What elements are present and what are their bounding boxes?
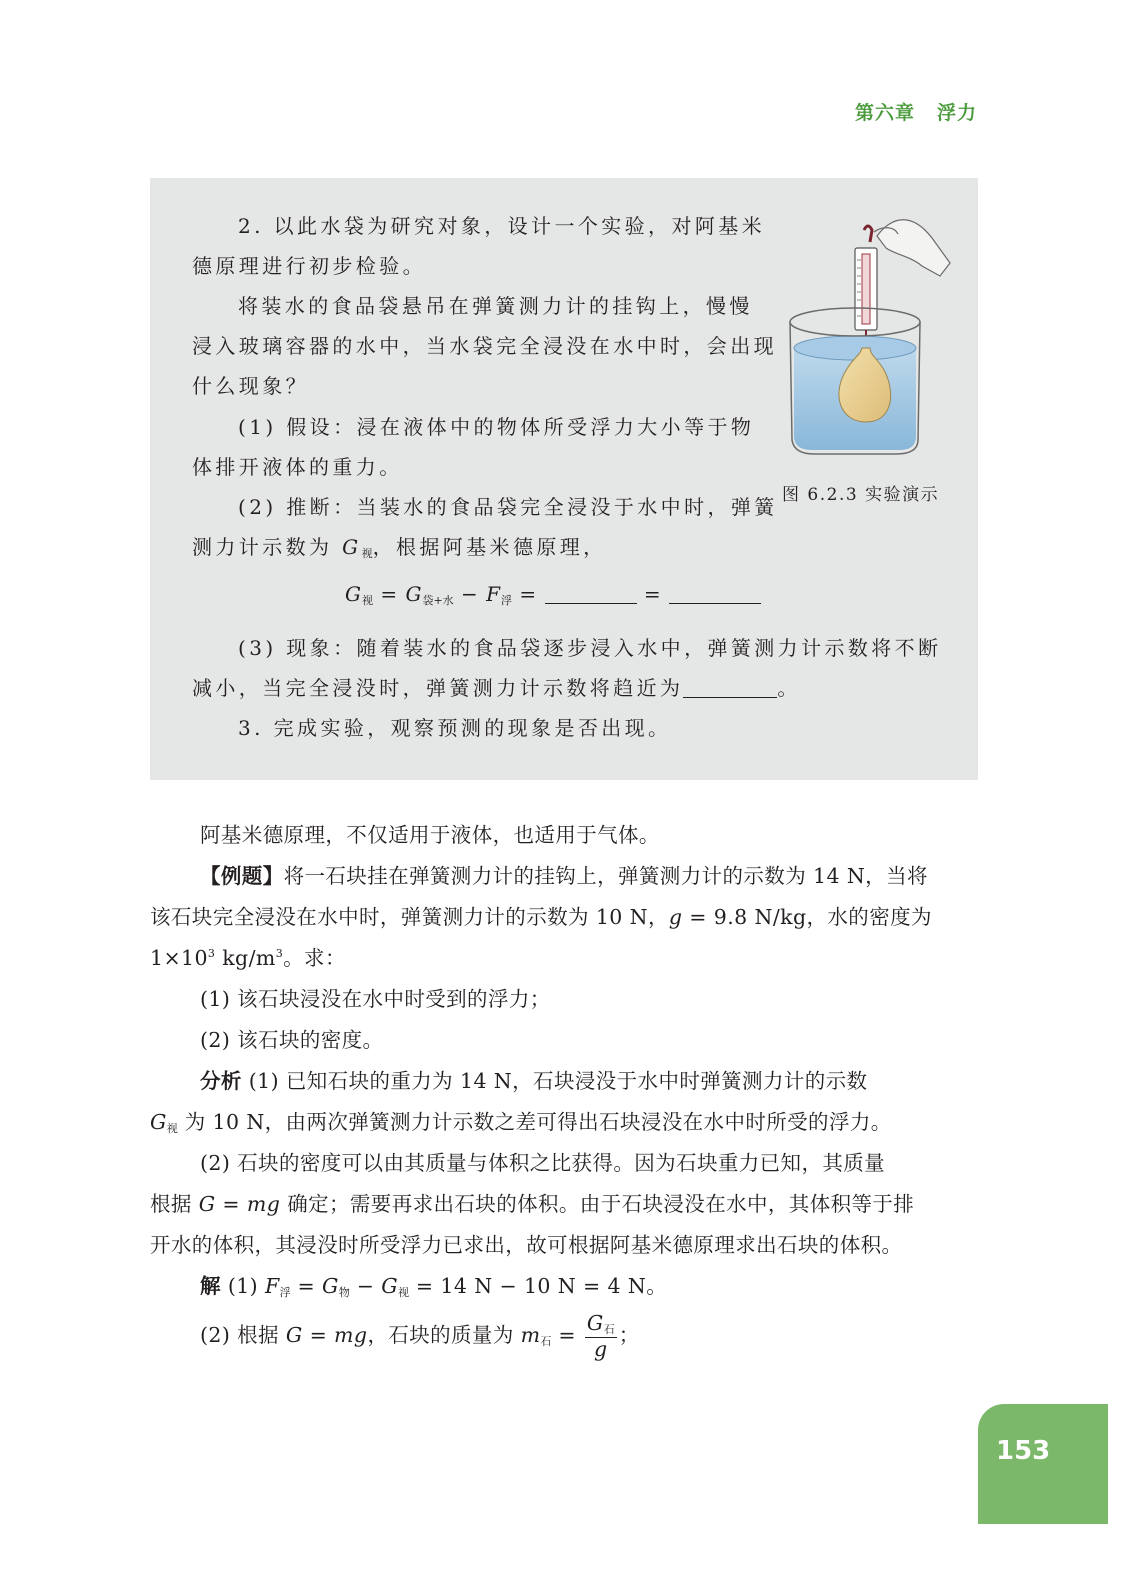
- question-2: (2) 该石块的密度。: [200, 1028, 384, 1052]
- mass-fraction: $\frac{G_石}{g}$: [586, 1311, 615, 1361]
- example-line2: 该石块完全浸没在水中时，弹簧测力计的示数为 10 N，g = 9.8 N/kg，水的密度为: [150, 905, 932, 929]
- item2-line1: 2. 以此水袋为研究对象，设计一个实验，对阿基米: [238, 214, 766, 238]
- solution-label: 解: [200, 1274, 221, 1298]
- solution-line1: 解 (1) $F_浮 = G_物 - G_视 = 14$ N − 10 N = 4 N。: [200, 1274, 668, 1299]
- procedure-line1: 将装水的食品袋悬吊在弹簧测力计的挂钩上，慢慢: [238, 294, 753, 318]
- answer-blank-3: [683, 677, 777, 698]
- analysis-line2: $G_视$ 为 10 N，由两次弹簧测力计示数之差可得出石块浸没在水中时所受的浮力。: [150, 1110, 892, 1135]
- deduction-line1: (2) 推断：当装水的食品袋完全浸没于水中时，弹簧: [238, 495, 778, 519]
- analysis2-line3: 开水的体积，其浸没时所受浮力已求出，故可根据阿基米德原理求出石块的体积。: [150, 1233, 903, 1257]
- question-1: (1) 该石块浸没在水中时受到的浮力；: [200, 987, 551, 1011]
- example-line3: $1\times 10^3$ $kg/m^3$。求：: [150, 946, 346, 970]
- item3-line: 3. 完成实验，观察预测的现象是否出现。: [238, 716, 672, 740]
- spring-hook-icon: [864, 226, 872, 242]
- observation-line2: 减小，当完全浸没时，弹簧测力计示数将趋近为 。: [192, 676, 801, 700]
- procedure-line3: 什么现象？: [192, 374, 309, 398]
- hypothesis-line2: 体排开液体的重力。: [192, 455, 403, 479]
- answer-blank-2: [669, 583, 761, 604]
- figure-caption: 图 6.2.3 实验演示: [782, 485, 940, 505]
- procedure-line2: 浸入玻璃容器的水中，当水袋完全浸没在水中时，会出现: [192, 334, 777, 358]
- solution-line2: (2) 根据 G = mg，石块的质量为 $m_石$ = $\frac{G_石}{g}$ ；: [200, 1311, 640, 1361]
- answer-blank-1: [545, 583, 637, 604]
- observation-line1: (3) 现象：随着装水的食品袋逐步浸入水中，弹簧测力计示数将不断: [238, 636, 942, 660]
- analysis2-line2: 根据 G = mg 确定；需要再求出石块的体积。由于石块浸没在水中，其体积等于排: [150, 1192, 915, 1216]
- chapter-number: 第六章: [854, 102, 915, 124]
- hypothesis-line1: (1) 假设：浸在液体中的物体所受浮力大小等于物: [238, 415, 755, 439]
- experiment-figure: [782, 208, 952, 470]
- equation-line: $G_视 = G_{袋+水} - F_浮$ = =: [345, 582, 761, 608]
- analysis-line1: 分析 (1) 已知石块的重力为 14 N，石块浸没于水中时弹簧测力计的示数: [200, 1069, 868, 1093]
- example-line1: 【例题】将一石块挂在弹簧测力计的挂钩上，弹簧测力计的示数为 14 N，当将: [200, 864, 928, 888]
- analysis2-line1: (2) 石块的密度可以由其质量与体积之比获得。因为石块重力已知，其质量: [200, 1151, 886, 1175]
- analysis-label: 分析: [200, 1069, 242, 1093]
- page-number: 153: [996, 1436, 1051, 1466]
- chapter-header: [855, 98, 977, 125]
- item2-line2: 德原理进行初步检验。: [192, 254, 426, 278]
- deduction-line2: 测力计示数为 $G_视$，根据阿基米德原理，: [192, 535, 607, 560]
- intro-text: 阿基米德原理，不仅适用于液体，也适用于气体。: [200, 823, 660, 847]
- example-label: 【例题】: [200, 864, 284, 888]
- chapter-title: 浮力: [936, 102, 977, 124]
